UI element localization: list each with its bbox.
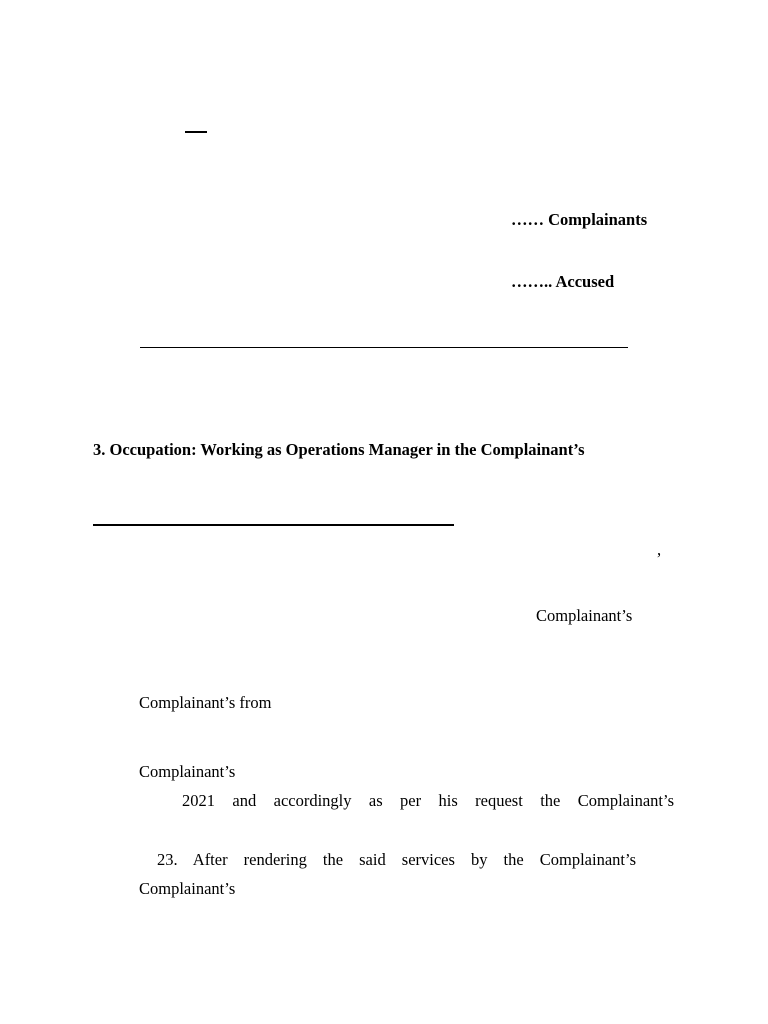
horizontal-rule: [140, 347, 628, 348]
text-line: Complainant’s from: [139, 693, 272, 712]
underline-rule: [93, 524, 454, 526]
text-line: Complainant’s: [139, 879, 236, 898]
stray-comma: ,: [657, 540, 662, 559]
occupation-heading: 3. Occupation: Working as Operations Manager in the Complainant’s: [93, 440, 585, 459]
paragraph-23-line: 23. After rendering the said services by the Complainant’s: [157, 850, 636, 869]
em-dash-mark: [185, 131, 207, 133]
text-line: Complainant’s: [139, 762, 236, 781]
text-line: Complainant’s: [536, 606, 633, 625]
accused-label: …….. Accused: [511, 272, 615, 291]
text-line: 2021 and accordingly as per his request the Complainant’s: [182, 791, 674, 810]
complainants-label: …… Complainants: [511, 210, 648, 229]
